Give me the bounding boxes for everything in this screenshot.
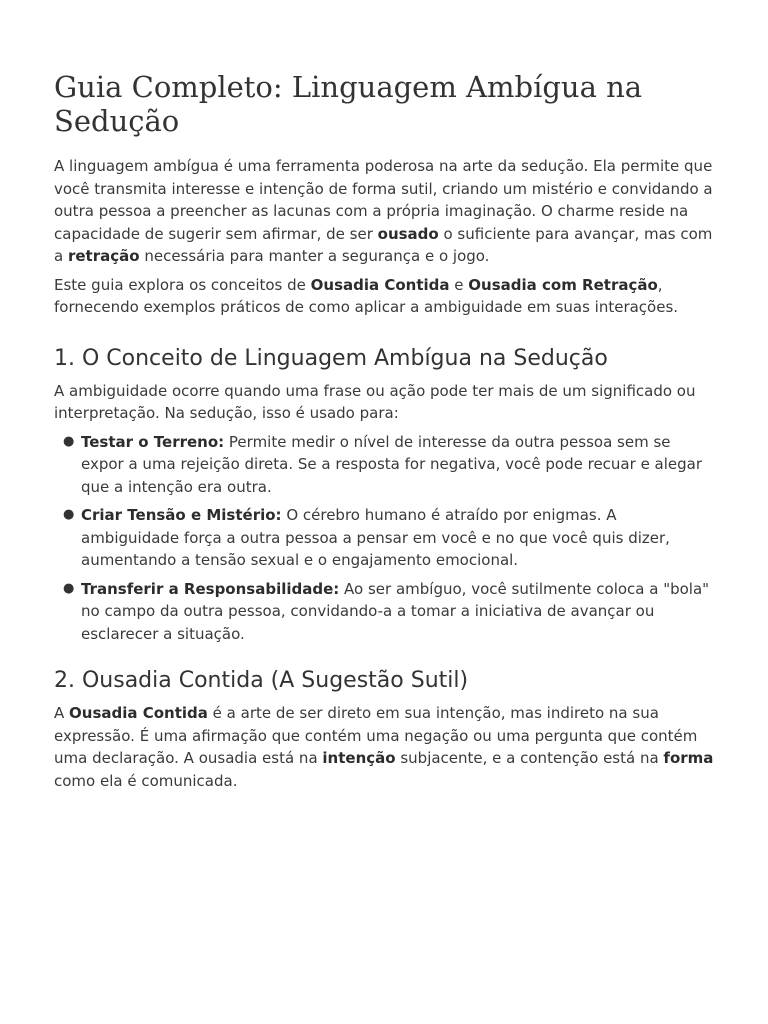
bullet-icon: ●: [63, 507, 75, 522]
section-1-heading: 1. O Conceito de Linguagem Ambígua na Sedução: [54, 345, 608, 371]
emphasis-text: Ousadia Contida: [310, 275, 450, 294]
section-1-list: [54, 431, 714, 646]
list-item-text: Ao ser ambíguo, você sutilmente coloca a "bola" no campo da outra pessoa, convidando-a a tomar a iniciativa de avançar ou esclarecer a situação.: [81, 579, 710, 643]
emphasis-text: forma: [663, 749, 714, 767]
text-run: como ela é comunicada.: [54, 771, 238, 790]
list-item: [63, 431, 714, 499]
emphasis-text: ousado: [377, 224, 439, 243]
emphasis-text: intenção: [322, 749, 396, 767]
list-item: [63, 578, 714, 646]
emphasis-text: Ousadia Contida: [69, 704, 208, 722]
page-title: Guia Completo: Linguagem Ambígua na Sedução: [54, 70, 643, 138]
emphasis-text: retração: [67, 247, 140, 265]
list-item-text: O cérebro humano é atraído por enigmas. A ambiguidade força a outra pessoa a pensar em você e no que você quis dizer, aumentando a tensão sexual e o engajamento emocional.: [81, 506, 670, 569]
bullet-icon: ●: [63, 580, 75, 596]
document-page: [54, 70, 714, 798]
text-run: necessária para manter a segurança e o jogo.: [139, 247, 490, 265]
list-item-label: Testar o Terreno:: [81, 432, 225, 451]
text-run: A linguagem ambígua é uma ferramenta poderosa na arte da sedução. Ela permite que você transmita interesse e intenção de forma sutil, criando um mistério e convidando a outra pessoa a preencher as lacunas com a própria imaginação. O charme reside na capacidade de sugerir sem afirmar, de ser: [54, 157, 713, 243]
intro-paragraph-2: [54, 274, 714, 319]
text-run: e: [449, 275, 469, 294]
emphasis-text: Ousadia com Retração: [468, 275, 658, 294]
list-item-label: Criar Tensão e Mistério:: [81, 506, 282, 524]
bullet-icon: ●: [63, 433, 75, 449]
section-2-paragraph: [54, 702, 714, 792]
text-run: subjacente, e a contenção está na: [395, 749, 664, 767]
list-item: [63, 504, 714, 572]
section-2-heading: 2. Ousadia Contida (A Sugestão Sutil): [54, 668, 469, 693]
intro-paragraph-1: [54, 155, 714, 268]
section-1-paragraph: A ambiguidade ocorre quando uma frase ou ação pode ter mais de um significado ou interpretação. Na sedução, isso é usado para:: [54, 381, 696, 422]
text-run: Este guia explora os conceitos de: [54, 275, 311, 294]
list-item-text: Permite medir o nível de interesse da outra pessoa sem se expor a uma rejeição direta. Se a resposta for negativa, você pode recuar e alegar que a intenção era outra.: [81, 432, 703, 496]
text-run: é a arte de ser direto em sua intenção, mas indireto na sua expressão. É uma afirmação que contém uma negação ou uma pergunta que contém uma declaração. A ousadia está na: [54, 704, 698, 767]
list-item-label: Transferir a Responsabilidade:: [81, 579, 340, 598]
text-run: , fornecendo exemplos práticos de como aplicar a ambiguidade em suas interações.: [54, 275, 679, 316]
text-run: A: [54, 704, 70, 722]
text-run: o suficiente para avançar, mas com a: [54, 224, 713, 265]
